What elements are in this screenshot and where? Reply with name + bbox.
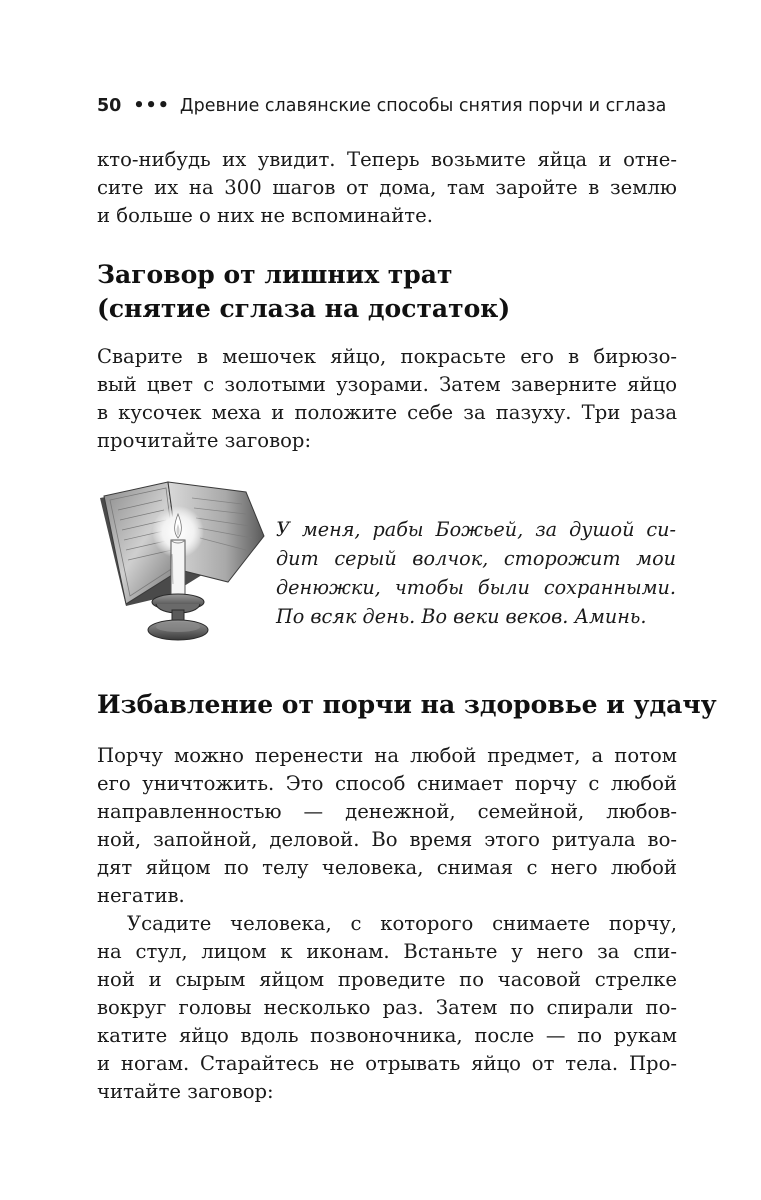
text-line: сите их на 300 шагов от дома, там заройте в землю xyxy=(97,176,677,199)
text-line: на стул, лицом к иконам. Встаньте у него за спи- xyxy=(97,940,677,963)
text-line: и больше о них не вспоминайте. xyxy=(97,204,433,227)
text-line: ной и сырым яйцом проведите по часовой стрелке xyxy=(97,968,677,991)
heading-line: Заговор от лишних трат xyxy=(97,260,453,289)
text-line: Усадите человека, с которого снимаете порчу, xyxy=(127,912,677,935)
section2-paragraph-1 xyxy=(97,742,677,910)
verse-line: денюжки, чтобы были сохранными. xyxy=(276,576,676,599)
text-line: и ногам. Старайтесь не отрывать яйцо от тела. Про- xyxy=(97,1052,677,1075)
prayer-verse xyxy=(276,515,676,631)
section-heading-health-luck: Избавление от порчи на здоровье и удачу xyxy=(97,690,717,719)
text-line: катите яйцо вдоль позвоночника, после — по рукам xyxy=(97,1024,677,1047)
text-line: вокруг головы несколько раз. Затем по спирали по- xyxy=(97,996,677,1019)
text-line: направленностью — денежной, семейной, любов- xyxy=(97,800,677,823)
section-heading-spending xyxy=(97,258,510,326)
text-line: прочитайте заговор: xyxy=(97,429,312,452)
text-line: кто-нибудь их увидит. Теперь возьмите яйца и отне- xyxy=(97,148,677,171)
book-and-candle-illustration xyxy=(96,474,268,650)
intro-paragraph xyxy=(97,146,677,230)
text-line: читайте заговор: xyxy=(97,1080,274,1103)
text-line: Сварите в мешочек яйцо, покрасьте его в бирюзо- xyxy=(97,345,677,368)
running-title: Древние славянские способы снятия порчи и сглаза xyxy=(179,96,667,116)
verse-line: дит серый волчок, сторожит мои xyxy=(276,547,676,570)
text-line: Порчу можно перенести на любой предмет, а потом xyxy=(97,744,677,767)
verse-line: По всяк день. Во веки веков. Аминь. xyxy=(276,605,647,628)
text-line: ной, запойной, деловой. Во время этого ритуала во- xyxy=(97,828,677,851)
verse-line: У меня, рабы Божьей, за душой си- xyxy=(276,518,676,541)
text-line: дят яйцом по телу человека, снимая с него любой xyxy=(97,856,677,879)
section1-paragraph xyxy=(97,343,677,455)
text-line: в кусочек меха и положите себе за пазуху. Три раза xyxy=(97,401,677,424)
heading-line: (снятие сглаза на достаток) xyxy=(97,294,511,323)
text-line: его уничтожить. Это способ снимает порчу с любой xyxy=(97,772,677,795)
text-line: вый цвет с золотыми узорами. Затем заверните яйцо xyxy=(97,373,677,396)
header-dots: ••• xyxy=(133,96,170,116)
section2-paragraph-2 xyxy=(97,910,677,1106)
text-line: негатив. xyxy=(97,884,185,907)
running-head xyxy=(97,96,666,116)
page-number: 50 xyxy=(97,96,122,116)
